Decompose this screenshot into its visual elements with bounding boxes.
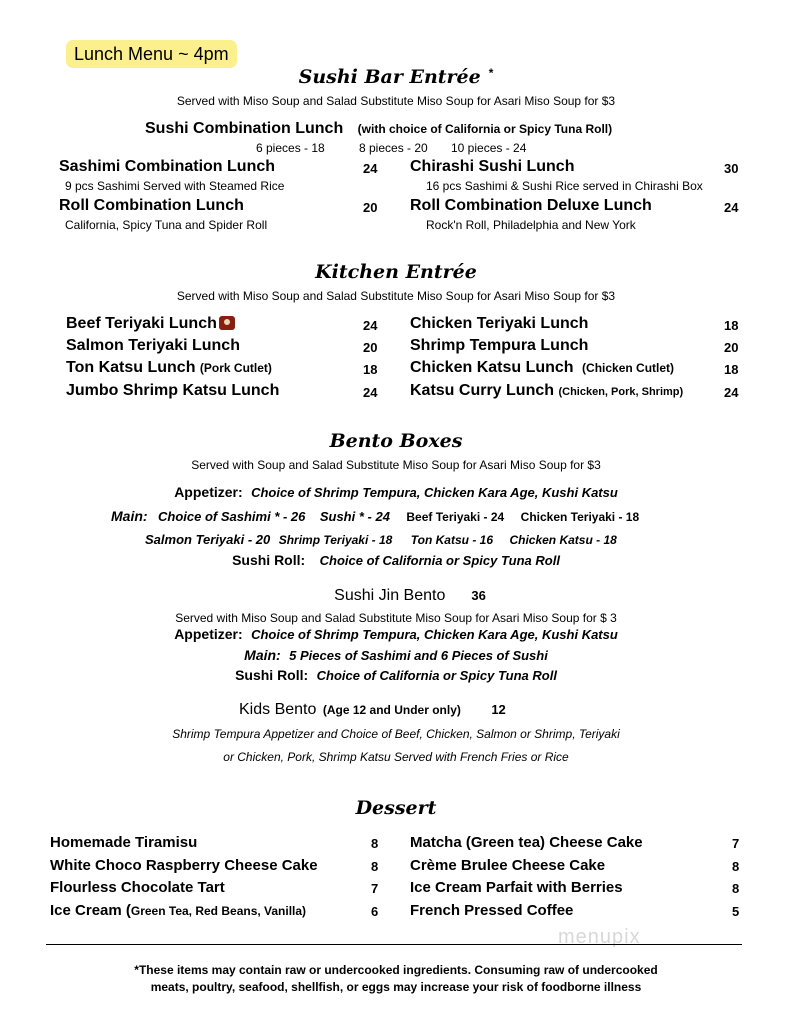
- sushi-combo-heading: [145, 120, 612, 138]
- jin-appetizer: [0, 626, 792, 644]
- jin-roll-text: Choice of California or Spicy Tuna Roll: [316, 668, 557, 683]
- kitchen-item-price: 20: [724, 340, 739, 355]
- kids-heading: [239, 701, 506, 719]
- bento-roll: [0, 552, 792, 570]
- jin-appetizer-label: Appetizer:: [174, 626, 243, 642]
- roll-deluxe-price: 24: [724, 200, 739, 215]
- jin-appetizer-text: Choice of Shrimp Tempura, Chicken Kara Age, Kushi Katsu: [251, 627, 618, 642]
- bento-main-option: Chicken Katsu - 18: [509, 533, 617, 547]
- sushi-combo-title: Sushi Combination Lunch: [145, 120, 344, 137]
- dessert-item-price: 8: [732, 859, 740, 874]
- dessert-item-price: 6: [371, 904, 379, 919]
- sushi-combo-pieces-10: 10 pieces - 24: [451, 141, 527, 155]
- bento-main-option: Ton Katsu - 16: [410, 533, 493, 547]
- sushi-combo-pieces-8: 8 pieces - 20: [359, 141, 428, 155]
- dessert-title: Dessert: [355, 797, 437, 819]
- jin-roll-label: Sushi Roll:: [235, 667, 309, 683]
- kitchen-item-name: Chicken Teriyaki Lunch: [410, 315, 589, 332]
- chirashi-price: 30: [724, 161, 739, 176]
- footer-line-1: *These items may contain raw or undercooked ingredients. Consuming raw of undercooked: [134, 963, 658, 977]
- kitchen-item-price: 20: [363, 340, 378, 355]
- kitchen-item-name: Salmon Teriyaki Lunch: [66, 337, 240, 354]
- kitchen-item-extra: (Chicken, Pork, Shrimp): [558, 386, 684, 398]
- kitchen-item-price: 18: [363, 362, 378, 377]
- jin-heading: [0, 587, 792, 605]
- dessert-item-name: Homemade Tiramisu: [50, 834, 198, 851]
- dessert-item-price: 8: [732, 881, 740, 896]
- bento-title: Bento Boxes: [329, 430, 463, 452]
- dessert-item-price: 8: [371, 836, 379, 851]
- kitchen-item-name: Katsu Curry Lunch: [410, 382, 555, 399]
- dessert-item-name: White Choco Raspberry Cheese Cake: [50, 857, 318, 874]
- dessert-item-extra: Green Tea, Red Beans, Vanilla): [130, 904, 307, 918]
- kids-line-1: Shrimp Tempura Appetizer and Choice of Beef, Chicken, Salmon or Shrimp, Teriyaki: [172, 727, 620, 741]
- dessert-item-name: Matcha (Green tea) Cheese Cake: [410, 834, 643, 851]
- bento-main-option: Beef Teriyaki - 24: [406, 510, 505, 524]
- jin-title: Sushi Jin Bento: [334, 587, 446, 604]
- kitchen-item-price: 18: [724, 318, 739, 333]
- bento-roll-text: Choice of California or Spicy Tuna Roll: [319, 553, 560, 568]
- kitchen-item-price: 18: [724, 362, 739, 377]
- bento-main-option: Sushi * - 24: [319, 509, 390, 524]
- bento-appetizer-label: Appetizer:: [174, 484, 243, 500]
- dessert-item-name: French Pressed Coffee: [410, 902, 574, 919]
- jin-roll: [0, 667, 792, 685]
- kitchen-item-price: 24: [363, 318, 378, 333]
- kitchen-item-extra: (Chicken Cutlet): [582, 361, 675, 375]
- dessert-item: [50, 902, 306, 920]
- kids-age: (Age 12 and Under only): [322, 703, 461, 717]
- divider: [46, 944, 742, 945]
- sashimi-combo-name: Sashimi Combination Lunch: [59, 158, 276, 175]
- kitchen-note: Served with Miso Soup and Salad Substitute Miso Soup for Asari Miso Soup for $3: [176, 289, 616, 303]
- kids-line-2: or Chicken, Pork, Shrimp Katsu Served with French Fries or Rice: [223, 750, 569, 764]
- roll-combo-desc: California, Spicy Tuna and Spider Roll: [65, 218, 268, 232]
- lunch-menu-badge: Lunch Menu ~ 4pm: [66, 40, 237, 68]
- sushi-bar-note: Served with Miso Soup and Salad Substitute Miso Soup for Asari Miso Soup for $3: [176, 94, 616, 108]
- kitchen-item: [410, 359, 674, 377]
- roll-deluxe-name: Roll Combination Deluxe Lunch: [410, 197, 652, 214]
- kitchen-item-price: 24: [363, 385, 378, 400]
- kitchen-title: Kitchen Entrée: [315, 261, 477, 283]
- dessert-item-price: 7: [371, 881, 379, 896]
- kitchen-item-name: Ton Katsu Lunch: [66, 359, 196, 376]
- chirashi-desc: 16 pcs Sashimi & Sushi Rice served in Chirashi Box: [426, 179, 703, 193]
- dessert-item-name: Crème Brulee Cheese Cake: [410, 857, 606, 874]
- bento-main-option: Salmon Teriyaki - 20: [145, 532, 271, 547]
- bento-main-row2: [145, 531, 617, 549]
- dessert-item-name: Ice Cream (: [50, 902, 131, 919]
- kids-title: Kids Bento: [239, 701, 317, 718]
- chirashi-name: Chirashi Sushi Lunch: [410, 158, 575, 175]
- sushi-bar-title-text: Sushi Bar Entrée: [298, 66, 481, 88]
- bento-roll-label: Sushi Roll:: [232, 552, 306, 568]
- jin-price: 36: [471, 588, 486, 603]
- footer-line-2: meats, poultry, seafood, shellfish, or eggs may increase your risk of foodborne illness: [150, 980, 642, 994]
- bento-appetizer-text: Choice of Shrimp Tempura, Chicken Kara Age, Kushi Katsu: [251, 485, 618, 500]
- kitchen-item-name: Jumbo Shrimp Katsu Lunch: [66, 382, 280, 399]
- roll-combo-price: 20: [363, 200, 378, 215]
- jin-note: Served with Miso Soup and Salad Substitute Miso Soup for Asari Miso Soup for $ 3: [175, 611, 617, 625]
- roll-deluxe-desc: Rock'n Roll, Philadelphia and New York: [426, 218, 636, 232]
- sushi-combo-pieces-6: 6 pieces - 18: [256, 141, 325, 155]
- dessert-item-price: 5: [732, 904, 740, 919]
- kitchen-item-name: Chicken Katsu Lunch: [410, 359, 574, 376]
- sushi-bar-title: [0, 66, 792, 88]
- bento-main-option: Shrimp Teriyaki - 18: [278, 533, 393, 547]
- watermark: menupix: [558, 926, 641, 948]
- bento-appetizer: [0, 484, 792, 502]
- dessert-item-name: Ice Cream Parfait with Berries: [410, 879, 623, 896]
- bento-note: Served with Soup and Salad Substitute Miso Soup for Asari Miso Soup for $3: [191, 458, 601, 472]
- kitchen-item: [66, 315, 235, 333]
- bento-main-label: Main:: [111, 508, 148, 524]
- kitchen-item: [66, 359, 272, 377]
- camera-icon: [219, 316, 235, 330]
- dessert-item-name: Flourless Chocolate Tart: [50, 879, 225, 896]
- kitchen-item-extra: (Pork Cutlet): [199, 361, 272, 375]
- sushi-combo-choice: (with choice of California or Spicy Tuna Roll): [357, 122, 613, 136]
- sashimi-combo-price: 24: [363, 161, 378, 176]
- bento-main-option: Choice of Sashimi * - 26: [158, 509, 306, 524]
- kitchen-item: [410, 382, 683, 400]
- dessert-item-price: 8: [371, 859, 379, 874]
- kitchen-item-price: 24: [724, 385, 739, 400]
- jin-main: [0, 647, 792, 665]
- bento-main-row1: [111, 508, 639, 526]
- sushi-bar-star: *: [488, 66, 494, 80]
- kitchen-item-name: Beef Teriyaki Lunch: [66, 315, 217, 332]
- bento-main-option: Chicken Teriyaki - 18: [520, 510, 640, 524]
- roll-combo-name: Roll Combination Lunch: [59, 197, 244, 214]
- jin-main-label: Main:: [244, 647, 281, 663]
- dessert-item-price: 7: [732, 836, 740, 851]
- jin-main-text: 5 Pieces of Sashimi and 6 Pieces of Sushi: [289, 648, 548, 663]
- kitchen-item-name: Shrimp Tempura Lunch: [410, 337, 589, 354]
- kids-price: 12: [491, 702, 506, 717]
- sashimi-combo-desc: 9 pcs Sashimi Served with Steamed Rice: [65, 179, 285, 193]
